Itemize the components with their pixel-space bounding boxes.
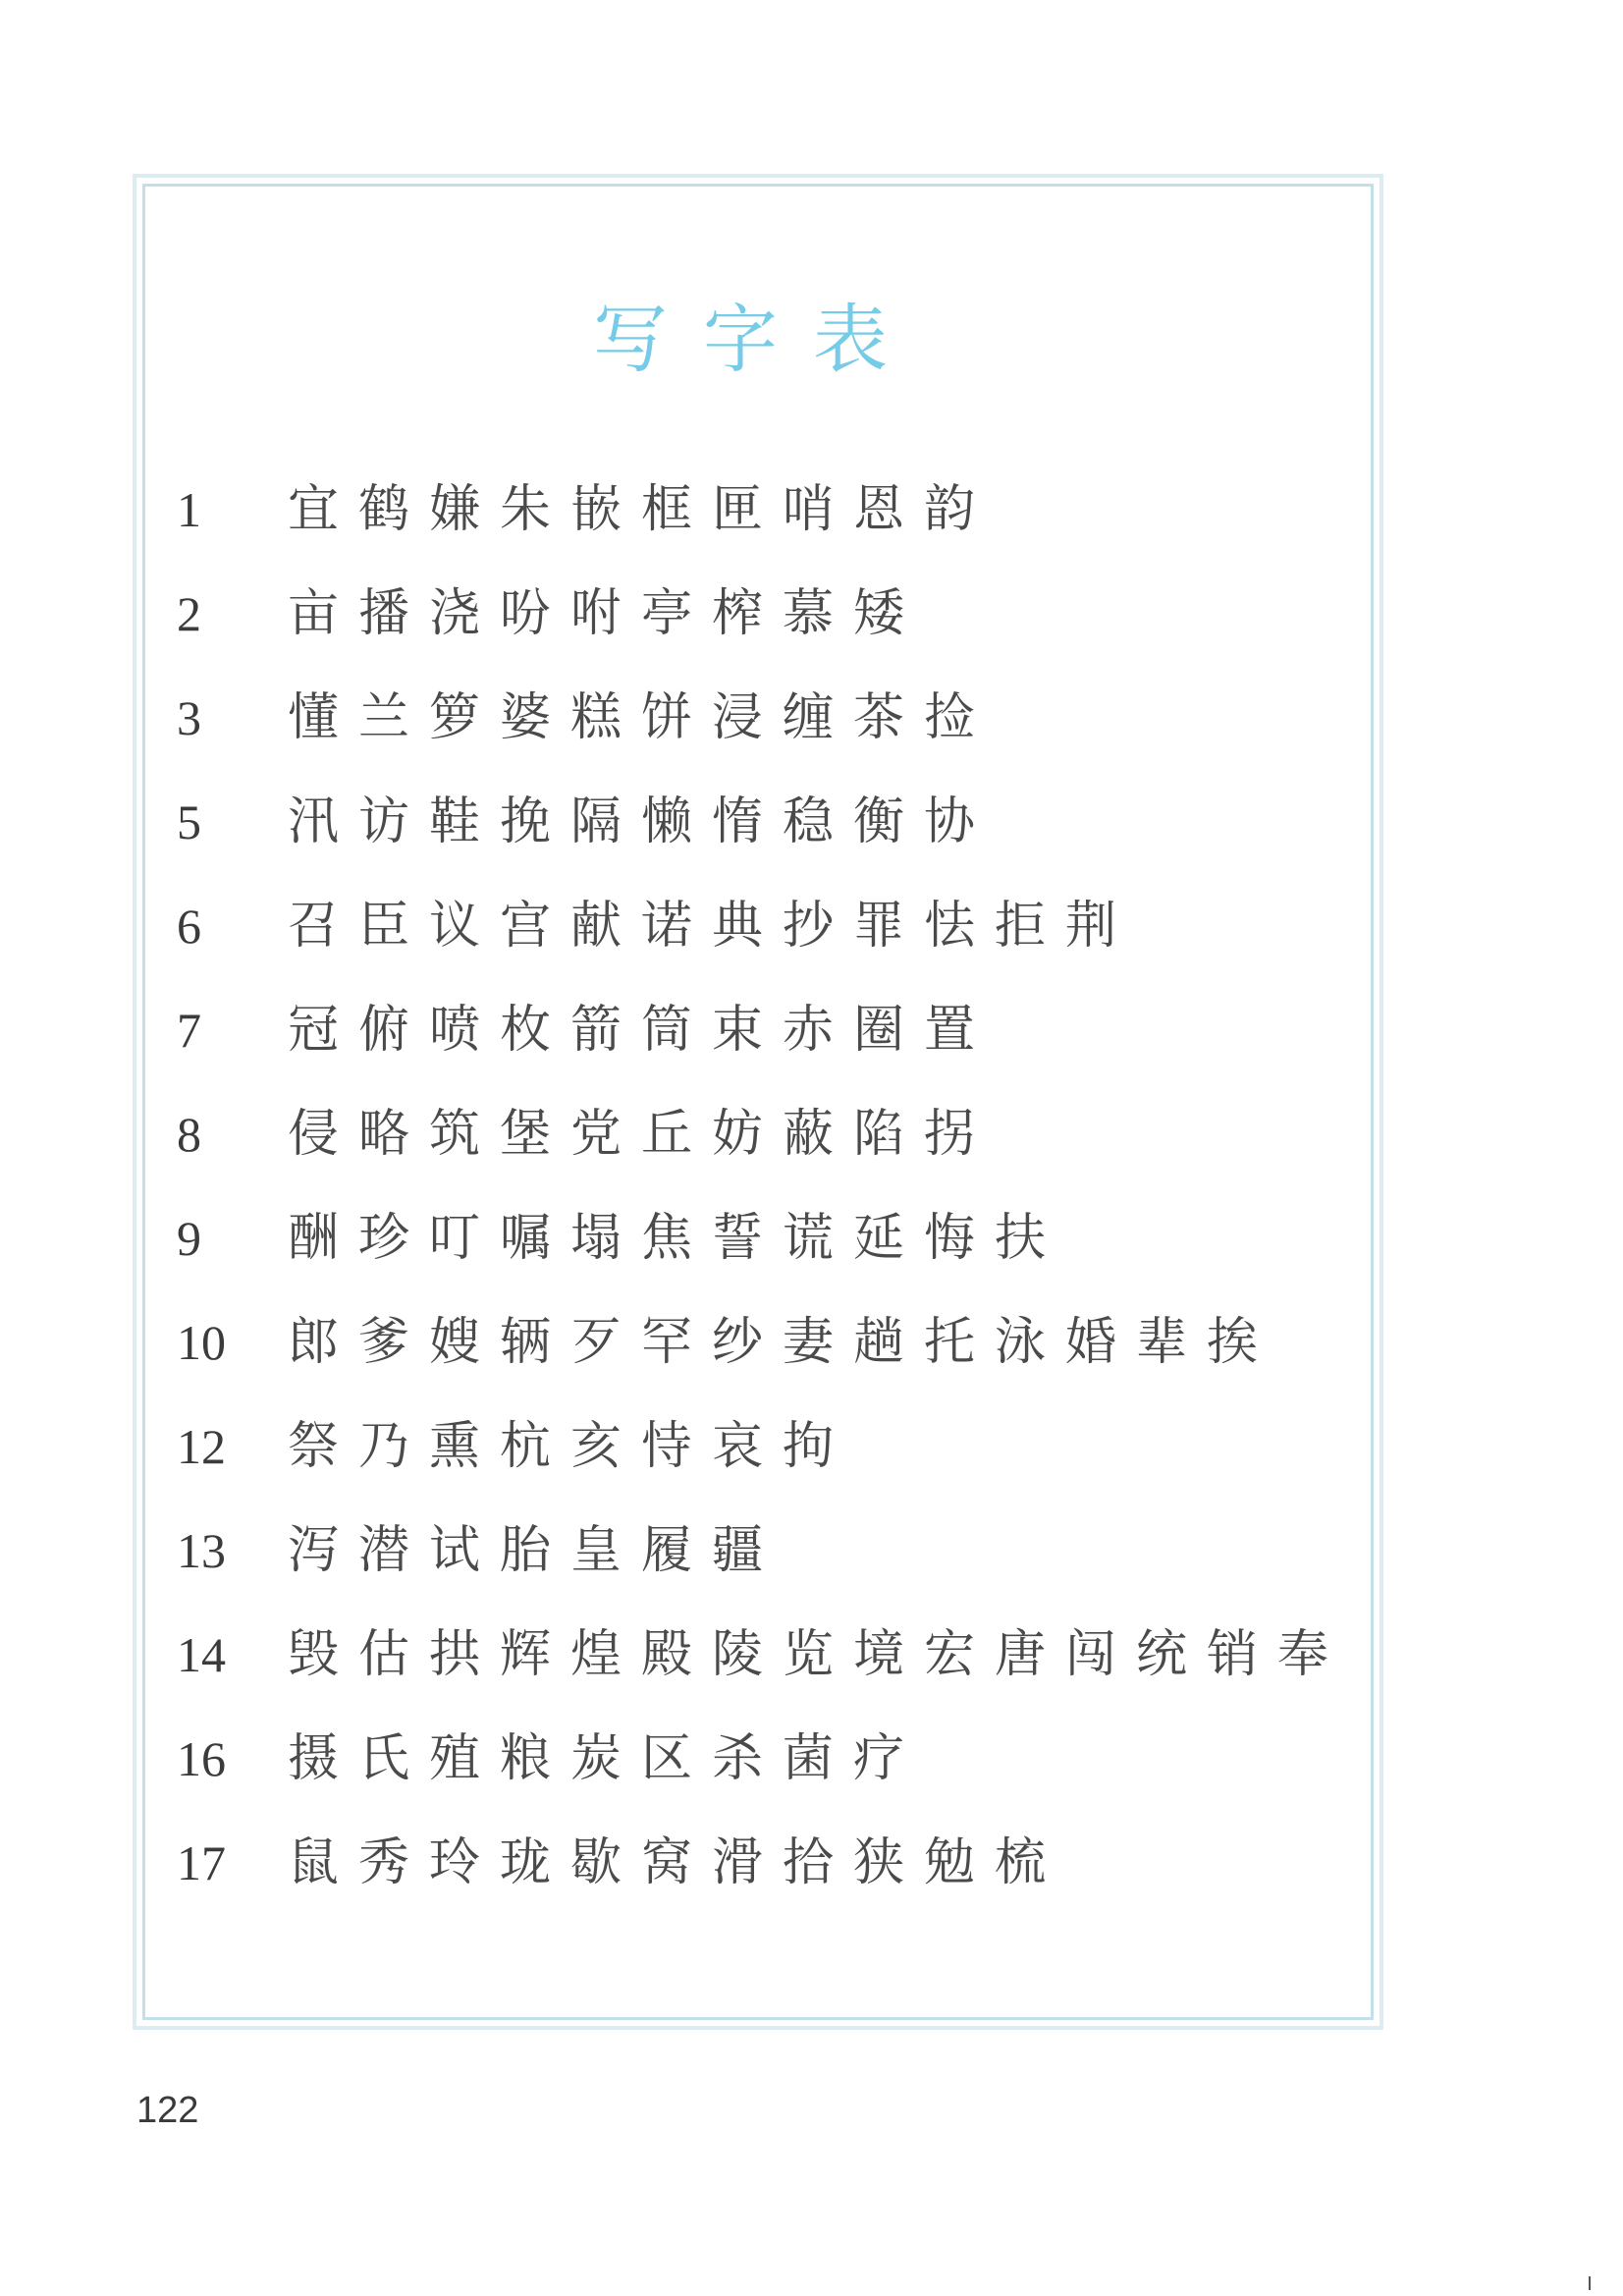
lesson-number: 1 — [177, 482, 201, 537]
lesson-number: 12 — [177, 1419, 226, 1474]
lesson-characters: 冠俯喷枚箭筒束赤圈置 — [288, 1001, 996, 1060]
page-number: 122 — [136, 2090, 199, 2131]
lesson-number: 3 — [177, 690, 201, 745]
lesson-characters: 泻潜试胎皇履疆 — [288, 1521, 784, 1580]
lesson-characters: 宜鹤嫌朱嵌框匣哨恩韵 — [288, 480, 996, 539]
lesson-characters: 郎爹嫂辆歹罕纱妻趟托泳婚辈挨 — [288, 1313, 1278, 1372]
lesson-number: 8 — [177, 1107, 201, 1162]
lesson-number: 17 — [177, 1835, 226, 1890]
lesson-characters: 鼠秀玲珑歇窝滑拾狭勉梳 — [288, 1833, 1066, 1892]
lesson-number: 13 — [177, 1523, 226, 1578]
lesson-number: 6 — [177, 899, 201, 954]
lesson-characters: 亩播浇吩咐亭榨慕矮 — [288, 584, 925, 643]
lesson-characters: 酬珍叮嘱塌焦誓谎延悔扶 — [288, 1209, 1066, 1268]
lesson-number: 16 — [177, 1731, 226, 1786]
page-title: 写字表 — [593, 296, 923, 383]
lesson-characters: 祭乃熏杭亥恃哀拘 — [288, 1417, 854, 1476]
lesson-characters: 毁估拱辉煌殿陵览境宏唐闯统销奉 — [288, 1625, 1349, 1684]
lesson-characters: 汛访鞋挽隔懒惰稳衡协 — [288, 793, 996, 851]
lesson-number: 10 — [177, 1315, 226, 1370]
lesson-characters: 懂兰箩婆糕饼浸缠茶捡 — [288, 688, 996, 747]
lesson-number: 7 — [177, 1003, 201, 1058]
lesson-number: 14 — [177, 1627, 226, 1682]
edge-mark — [1589, 2276, 1591, 2290]
lesson-characters: 摄氏殖粮炭区杀菌疗 — [288, 1729, 925, 1788]
lesson-number: 2 — [177, 586, 201, 641]
lesson-characters: 召臣议宫献诺典抄罪怯拒荆 — [288, 897, 1137, 956]
lesson-characters: 侵略筑堡党丘妨蔽陷拐 — [288, 1105, 996, 1164]
lesson-number: 9 — [177, 1211, 201, 1266]
lesson-number: 5 — [177, 794, 201, 849]
